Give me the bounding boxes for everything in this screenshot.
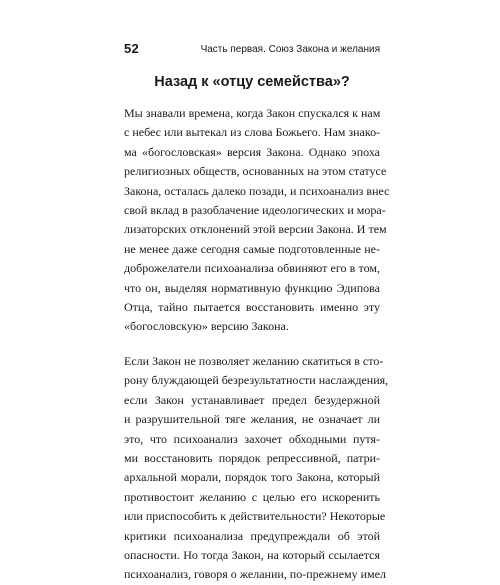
text-line: ми восстановить порядок репрессивной, патри- xyxy=(124,450,380,465)
text-line: свой вклад в разоблачение идеологических и мора- xyxy=(124,203,386,218)
page-number: 52 xyxy=(124,41,140,56)
section-heading: Назад к «отцу семейства»? xyxy=(154,74,350,90)
paragraph-gap xyxy=(124,337,380,352)
text-line: что он, выделяя нормативную функцию Эдипова xyxy=(124,280,380,295)
paragraph-2 xyxy=(124,352,389,585)
text-line: критики психоанализа предупреждали об этой xyxy=(124,528,380,543)
paragraph-1 xyxy=(124,104,390,337)
text-line: религиозных обществ, основанных на этом статусе xyxy=(124,164,387,179)
text-line: архальной морали, порядок того Закона, который xyxy=(124,470,380,485)
running-title: Часть первая. Союз Закона и желания xyxy=(200,44,380,55)
text-line: Закона, осталась далеко позади, и психоанализ внес xyxy=(124,183,390,198)
running-head xyxy=(124,40,380,58)
text-line: это, что психоанализ захочет обходными путя- xyxy=(124,431,380,446)
text-line: или приспособить к действительности? Некоторые xyxy=(124,509,386,524)
text-line: противостоит желанию с целью его искоренить xyxy=(124,489,380,504)
body-text xyxy=(124,104,390,585)
text-line: с небес или вытекал из слова Божьего. Нам знако- xyxy=(124,125,381,140)
text-line: опасности. Но тогда Закон, на который ссылается xyxy=(124,547,380,562)
text-line: Если Закон не позволяет желанию скатиться в сто- xyxy=(124,353,384,368)
text-line: «богословскую» версию Закона. xyxy=(124,319,289,334)
text-line: лизаторских отклонений этой версии Закона. И тем xyxy=(124,222,387,237)
text-line: не менее даже сегодня самые подготовленные не- xyxy=(124,241,380,256)
text-line: если Закон устанавливает предел безудержной xyxy=(124,392,380,407)
text-line: Мы знавали времена, когда Закон спускался к нам xyxy=(124,106,381,120)
text-line: Отца, тайно пытается восстановить именно эту xyxy=(124,300,380,315)
text-line: психоанализ, говоря о желании, по-прежнему имел xyxy=(124,567,386,582)
text-line: и разрушительной тяге желания, не означает ли xyxy=(124,412,380,427)
text-line: ма «богословская» версия Закона. Однако эпоха xyxy=(124,144,380,159)
text-line: рону блуждающей безрезультатности наслаждения, xyxy=(124,373,389,388)
text-line: доброжелатели психоанализа обвиняют его в том, xyxy=(124,261,380,276)
